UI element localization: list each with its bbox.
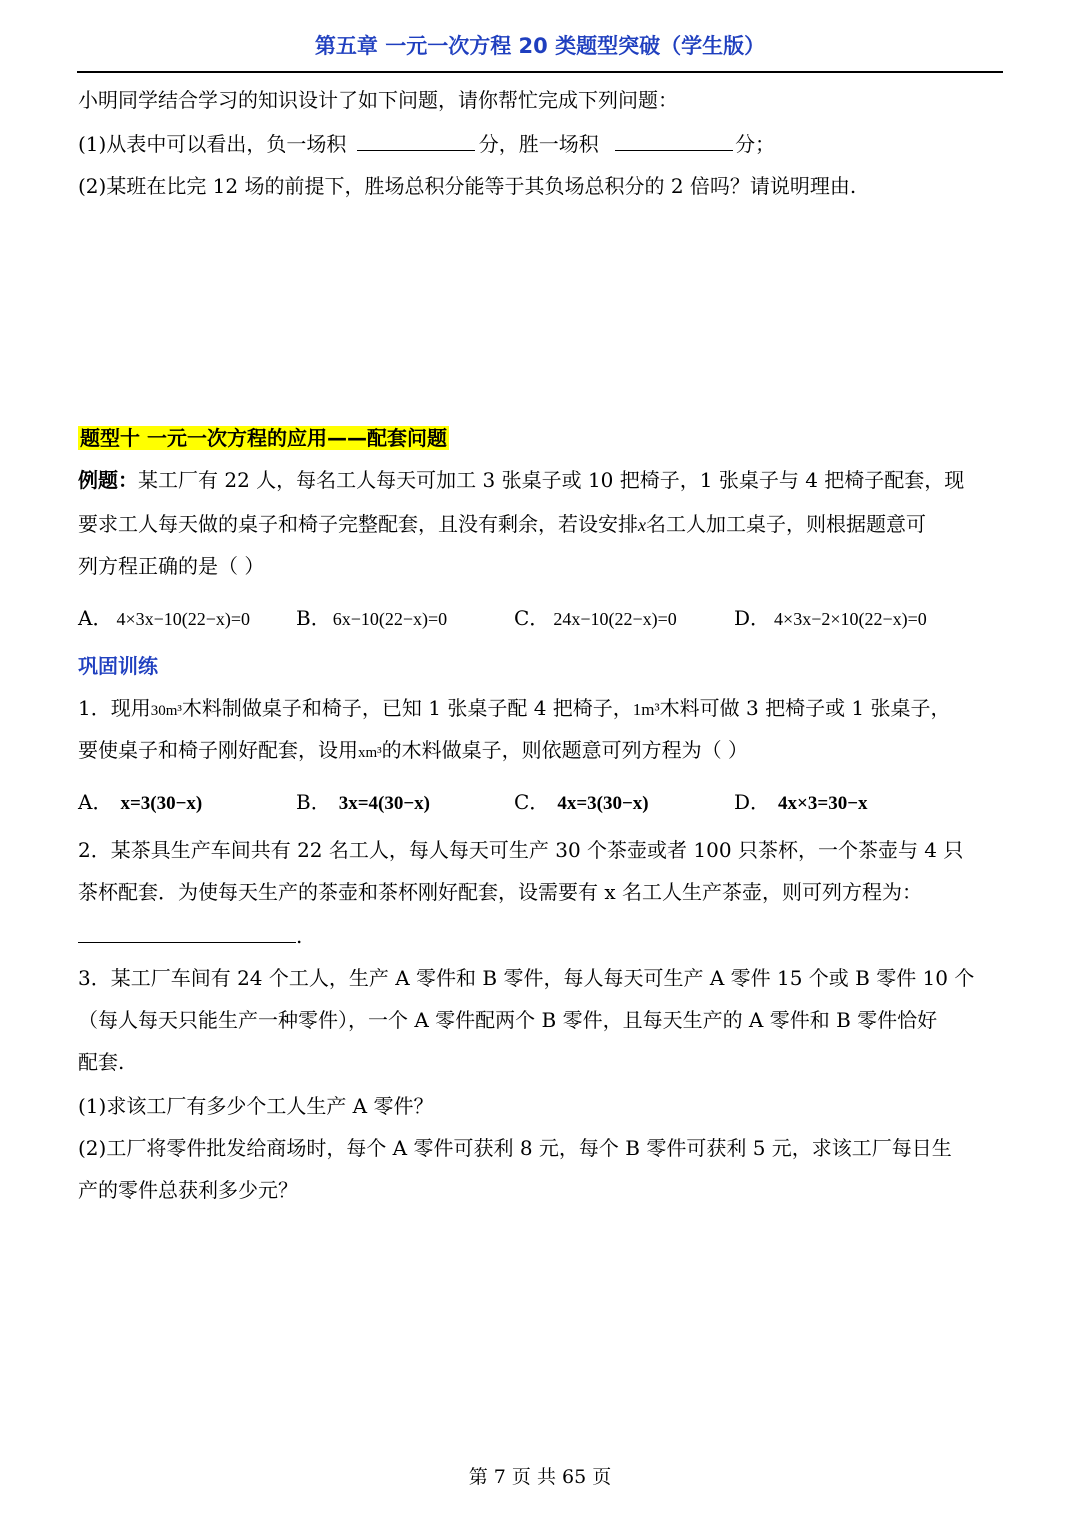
option-label: A． [78, 790, 113, 814]
section-title [78, 424, 449, 452]
example-label: 例题： [78, 468, 138, 492]
example-line-3: 列方程正确的是（ ） [78, 554, 265, 578]
example-option-d[interactable] [734, 602, 927, 631]
p1-text-a: 1．现用 [78, 696, 151, 720]
p2-period: . [296, 924, 303, 948]
problem-2-line-3 [78, 920, 302, 950]
answer-blank-win[interactable] [615, 128, 733, 151]
option-expression: 4x=3(30−x) [557, 793, 649, 814]
q1-text-a: (1)从表中可以看出，负一场积 [78, 132, 347, 156]
example-text-1: 某工厂有 22 人，每名工人每天可加工 3 张桌子或 10 把椅子，1 张桌子与 4 把椅子配套，现 [138, 468, 965, 492]
option-label: B． [296, 790, 331, 814]
example-text-2a: 要求工人每天做的桌子和椅子完整配套，且没有剩余，若设安排 [78, 512, 638, 536]
problem-1-line-2 [78, 736, 748, 767]
example-text-2b: 名工人加工桌子，则根据题意可 [646, 512, 926, 536]
page-header-title: 第五章 一元一次方程 20 类题型突破（学生版） [314, 34, 766, 58]
problem-2-line-1: 2．某茶具生产车间共有 22 名工人，每人每天可生产 30 个茶壶或者 100 只茶杯，一个茶壶与 4 只 [78, 838, 964, 862]
q1-text-c: 分； [735, 132, 776, 156]
problem-1-option-c[interactable] [514, 786, 649, 815]
problem-3-line-3: 配套. [78, 1050, 125, 1074]
problem-2-line-2: 茶杯配套．为使每天生产的茶壶和茶杯刚好配套，设需要有 x 名工人生产茶壶，则可列方程为： [78, 880, 922, 904]
option-label: B． [296, 606, 331, 630]
problem-3-question-1: (1)求该工厂有多少个工人生产 A 零件？ [78, 1094, 434, 1118]
problem-3-line-2: （每人每天只能生产一种零件），一个 A 零件配两个 B 零件，且每天生产的 A 零件和 B 零件恰好 [78, 1008, 938, 1032]
option-label: D． [734, 606, 771, 630]
p1-unit-xm3: xm³ [358, 745, 382, 761]
q1-text-b: 分，胜一场积 [478, 132, 599, 156]
intro-line: 小明同学结合学习的知识设计了如下问题，请你帮忙完成下列问题： [78, 88, 678, 112]
option-expression: 4×3x−10(22−x)=0 [116, 609, 251, 629]
header-divider [77, 71, 1003, 73]
problem-1-option-d[interactable] [734, 786, 868, 815]
page-number: 第 7 页 共 65 页 [468, 1466, 612, 1488]
section-title-highlight: 题型十 一元一次方程的应用——配套问题 [80, 426, 447, 450]
p1-text-c: 木料可做 3 把椅子或 1 张桌子， [659, 696, 951, 720]
problem-1-option-b[interactable] [296, 786, 430, 815]
option-label: A． [78, 606, 113, 630]
option-expression: x=3(30−x) [120, 793, 203, 814]
p1-text-e: 的木料做桌子，则依题意可列方程为（ ） [381, 738, 749, 762]
option-expression: 4×3x−2×10(22−x)=0 [774, 609, 927, 629]
problem-3-question-2-line-2: 产的零件总获利多少元？ [78, 1178, 298, 1202]
problem-1-line-1 [78, 694, 951, 725]
option-expression: 3x=4(30−x) [338, 793, 431, 814]
option-label: D． [734, 790, 771, 814]
example-line-2 [78, 510, 926, 539]
problem-3-line-1: 3．某工厂车间有 24 个工人，生产 A 零件和 B 零件，每人每天可生产 A 零件 15 个或 B 零件 10 个 [78, 966, 975, 990]
problem-1-option-a[interactable] [78, 786, 202, 815]
intro-question-2: (2)某班在比完 12 场的前提下，胜场总积分能等于其负场总积分的 2 倍吗？请说明理由. [78, 174, 857, 198]
example-option-a[interactable] [78, 602, 250, 631]
variable-x: x [638, 515, 646, 535]
p1-text-b: 木料制做桌子和椅子，已知 1 张桌子配 4 把椅子， [181, 696, 633, 720]
option-expression: 24x−10(22−x)=0 [553, 609, 677, 629]
intro-question-1 [78, 128, 775, 158]
p1-text-d: 要使桌子和椅子刚好配套，设用 [78, 738, 358, 762]
option-expression: 6x−10(22−x)=0 [332, 609, 448, 629]
example-option-b[interactable] [296, 602, 447, 631]
problem-3-question-2-line-1: (2)工厂将零件批发给商场时，每个 A 零件可获利 8 元，每个 B 零件可获利 5 元，求该工厂每日生 [78, 1136, 952, 1160]
option-label: C． [514, 790, 550, 814]
option-expression: 4x×3=30−x [778, 793, 868, 814]
option-label: C． [514, 606, 550, 630]
example-option-c[interactable] [514, 602, 677, 631]
answer-blank-lose[interactable] [357, 128, 475, 151]
p1-unit-30m3: 30m³ [150, 703, 182, 719]
example-line-1 [78, 466, 964, 494]
practice-heading: 巩固训练 [78, 654, 158, 678]
answer-blank-equation[interactable] [78, 920, 296, 943]
p1-unit-1m3: 1m³ [632, 700, 660, 719]
